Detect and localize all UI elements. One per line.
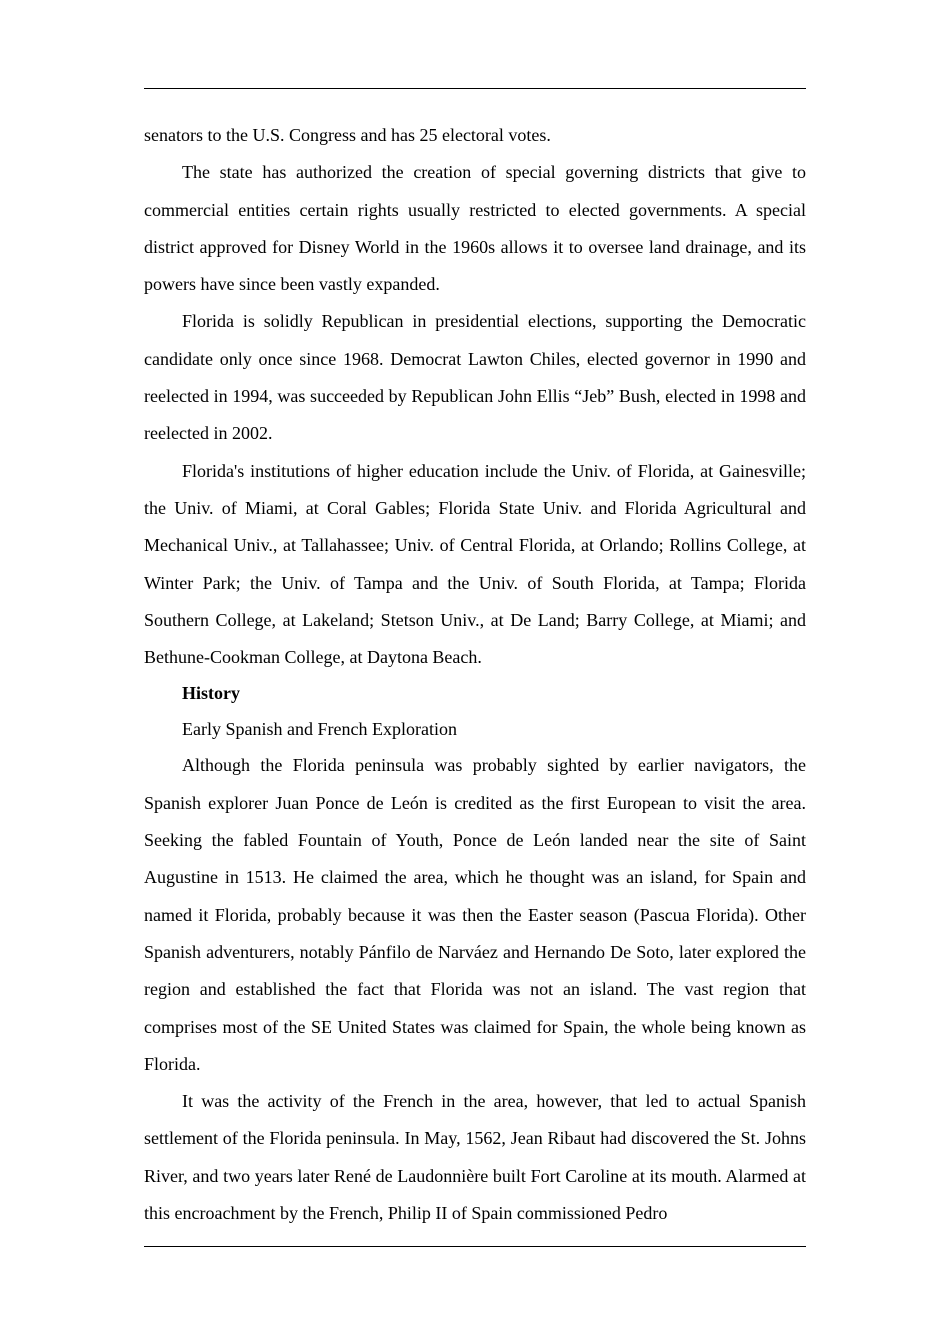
section-heading-history: History bbox=[182, 683, 240, 704]
paragraph-french-activity: It was the activity of the French in the area, however, that led to actual Spanish settlement of the Florida peninsula. In May, 1562, Jean Ribaut had discovered the St. Johns River, and two years later René de Laudonnière built Fort Caroline at its mouth. Alarmed at this encroachment by the French, Philip II of Spain commissioned Pedro bbox=[144, 1091, 806, 1224]
paragraph-special-districts: The state has authorized the creation of special governing districts that give to commercial entities certain rights usually restricted to elected governments. A special district approved for Disney World in the 1960s allows it to oversee land drainage, and its powers have since been vastly expanded. bbox=[144, 162, 806, 295]
paragraph-ponce-de-leon: Although the Florida peninsula was probably sighted by earlier navigators, the Spanish explorer Juan Ponce de León is credited as the first European to visit the area. Seeking the fabled Fountain of Youth, Ponce de León landed near the site of Saint Augustine in 1513. He claimed the area, which he thought was an island, for Spain and named it Florida, probably because it was then the Easter season (Pascua Florida). Other Spanish adventurers, notably Pánfilo de Narváez and Hernando De Soto, later explored the region and established the fact that Florida was not an island. The vast region that comprises most of the SE United States was claimed for Spain, the whole being known as Florida. bbox=[144, 755, 806, 1074]
page-body bbox=[144, 117, 806, 1232]
header-rule bbox=[144, 88, 806, 89]
footer-rule bbox=[144, 1246, 806, 1247]
paragraph-higher-education: Florida's institutions of higher education include the Univ. of Florida, at Gainesville; the Univ. of Miami, at Coral Gables; Florida State Univ. and Florida Agricultural and Mechanical Univ., at Tallahassee; Univ. of Central Florida, at Orlando; Rollins College, at Winter Park; the Univ. of Tampa and the Univ. of South Florida, at Tampa; Florida Southern College, at Lakeland; Stetson Univ., at De Land; Barry College, at Miami; and Bethune-Cookman College, at Daytona Beach. bbox=[144, 460, 806, 668]
paragraph-continuation: senators to the U.S. Congress and has 25 electoral votes. bbox=[144, 125, 551, 145]
paragraph-politics: Florida is solidly Republican in presidential elections, supporting the Democratic candidate only once since 1968. Democrat Lawton Chiles, elected governor in 1990 and reelected in 1994, was succeeded by Republican John Ellis “Jeb” Bush, elected in 1998 and reelected in 2002. bbox=[144, 311, 806, 444]
subsection-heading: Early Spanish and French Exploration bbox=[182, 719, 457, 740]
